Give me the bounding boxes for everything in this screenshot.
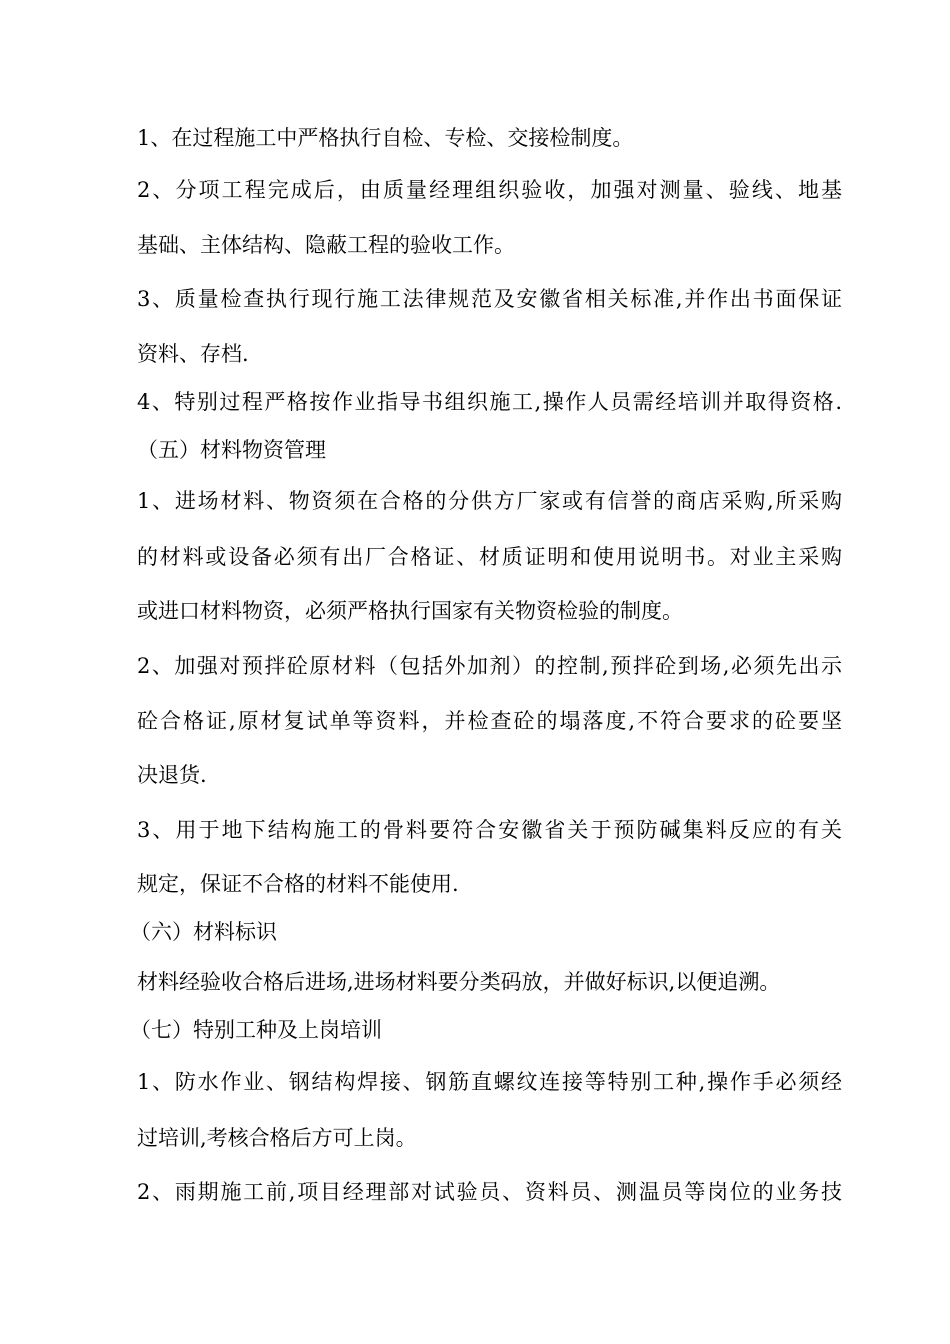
text-line: 1、在过程施工中严格执行自检、专检、交接检制度。 <box>137 126 634 150</box>
text-line: 1、防水作业、钢结构焊接、钢筋直螺纹连接等特别工种,操作手必须经 <box>137 1070 842 1094</box>
text-line: 砼合格证,原材复试单等资料，并检查砼的塌落度,不符合要求的砼要坚 <box>137 709 842 733</box>
section-heading: （六）材料标识 <box>130 920 277 944</box>
text-line: 材料经验收合格后进场,进场材料要分类码放，并做好标识,以便追溯。 <box>137 970 781 994</box>
text-line: 资料、存档. <box>137 342 249 366</box>
text-line: 1、进场材料、物资须在合格的分供方厂家或有信誉的商店采购,所采购 <box>137 489 842 513</box>
text-line: 4、特别过程严格按作业指导书组织施工,操作人员需经培训并取得资格. <box>137 390 842 414</box>
text-line: 2、加强对预拌砼原材料（包括外加剂）的控制,预拌砼到场,必须先出示 <box>137 654 842 678</box>
text-line: 2、雨期施工前,项目经理部对试验员、资料员、测温员等岗位的业务技 <box>137 1180 842 1204</box>
text-line: 2、分项工程完成后，由质量经理组织验收，加强对测量、验线、地基 <box>137 178 842 202</box>
section-heading: （七）特别工种及上岗培训 <box>130 1018 382 1042</box>
text-line: 过培训,考核合格后方可上岗。 <box>137 1126 417 1150</box>
text-line: 规定，保证不合格的材料不能使用. <box>137 872 459 896</box>
text-line: 或进口材料物资，必须严格执行国家有关物资检验的制度。 <box>137 599 683 623</box>
text-line: 3、用于地下结构施工的骨料要符合安徽省关于预防碱集料反应的有关 <box>137 818 842 842</box>
text-line: 决退货. <box>137 763 207 787</box>
text-line: 3、质量检查执行现行施工法律规范及安徽省相关标准,并作出书面保证 <box>137 287 842 311</box>
text-line: 基础、主体结构、隐蔽工程的验收工作。 <box>137 233 515 257</box>
section-heading: （五）材料物资管理 <box>137 438 326 462</box>
text-line: 的材料或设备必须有出厂合格证、材质证明和使用说明书。对业主采购 <box>137 545 842 569</box>
